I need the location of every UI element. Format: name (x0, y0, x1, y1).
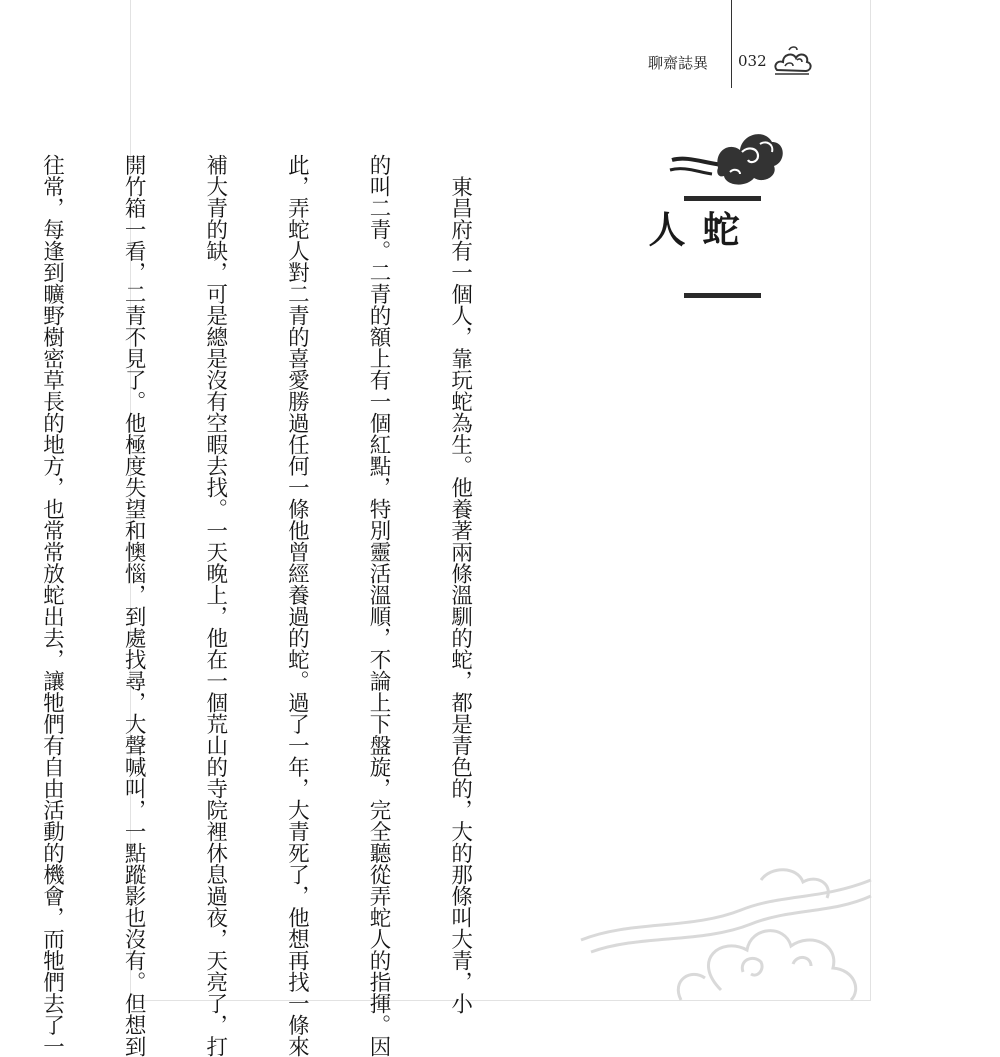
text-line: 補大青的缺，可是總是沒有空暇去找。一天晚上，他在一個荒山的寺院裡休息過夜，天亮了，打 (202, 154, 228, 1057)
text-line: 開竹箱一看，二青不見了。他極度失望和懊惱，到處找尋，大聲喊叫，一點蹤影也沒有。但想到 (121, 154, 147, 1057)
chapter-top-rule (684, 196, 761, 201)
body-text (0, 154, 528, 1057)
bottom-cloud-decoration-icon (571, 840, 871, 1004)
chapter-cloud-ornament-icon (668, 120, 786, 196)
chapter-bottom-rule (684, 293, 761, 298)
running-header-title: 聊齋誌異 (648, 54, 709, 72)
text-line: 東昌府有一個人，靠玩蛇為生。他養著兩條溫馴的蛇，都是青色的，大的那條叫大青，小 (447, 154, 473, 1014)
book-page (39, 0, 870, 1057)
text-line: 的叫二青。二青的額上有一個紅點，特別靈活溫順，不論上下盤旋，完全聽從弄蛇人的指揮。因 (365, 154, 391, 1057)
chapter-title: 蛇人 (642, 210, 739, 249)
header-divider (731, 0, 732, 88)
text-line: 此，弄蛇人對二青的喜愛勝過任何一條他曾經養過的蛇。過了一年，大青死了，他想再找一條來 (284, 154, 310, 1057)
text-line: 往常，每逢到曠野樹密草長的地方，也常常放蛇出去，讓牠們有自由活動的機會，而牠們去了一 (39, 154, 65, 1057)
cloud-ornament-icon (771, 44, 813, 80)
page-number: 032 (738, 52, 767, 70)
